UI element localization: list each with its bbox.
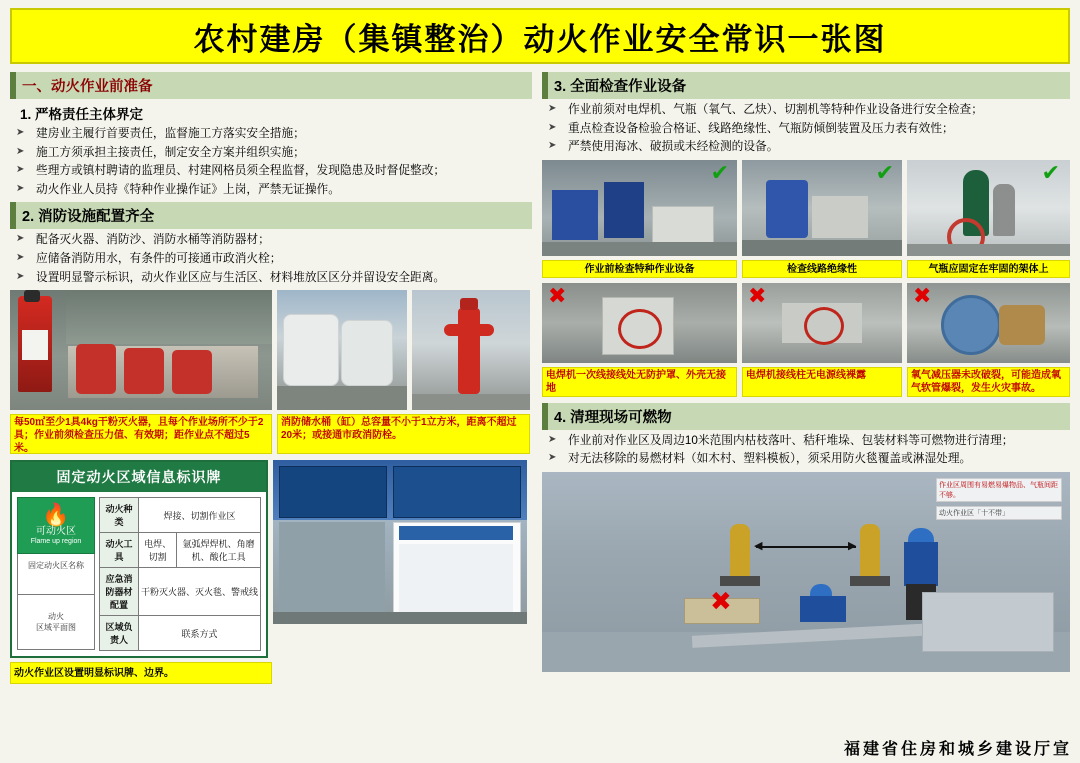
photo-water-tanks [277,290,407,410]
caption-row-bad [542,367,1070,397]
list-item: ➤ 施工方须承担主接责任，制定安全方案并组织实施； [10,145,532,162]
signboard-table [99,497,261,651]
hotwork-allowed-badge [17,497,95,553]
cell: 干粉灭火器、灭火毯、警戒线 [139,568,261,616]
cell: 焊接、切割作业区 [139,498,261,533]
section-heading-4: 4. 清理现场可燃物 [542,403,1070,430]
list-item: ➤ 动火作业人员持《特种作业操作证》上岗，严禁无证操作。 [10,182,532,199]
badge-label-en: Flame up region [30,538,82,546]
photo-row-bad [542,283,1070,363]
subsection-1-2-heading: 2. 消防设施配置齐全 [10,202,532,229]
flame-icon: 🔥 [42,502,70,528]
caption-water-tank: 消防储水桶（缸）总容量不小于1立方米，距离不超过20米；或接通市政消防栓。 [277,414,530,454]
photo-hydrant [412,290,530,410]
photo-gas-cylinder-fixed [907,160,1070,256]
list-item: ➤ 些理方或镇村聘请的监理员、村建网格员须全程监督，发现隐患及时督促整改； [10,163,532,180]
caption-bad-3: 氧气减压器未改破裂，可能造成氧气软管爆裂，发生火灾事故。 [907,367,1070,397]
photo-row-fire-equipment [10,290,532,410]
section-heading-1: 一、动火作业前准备 [10,72,532,99]
row-label: 应急消防器材配置 [100,568,139,616]
list-item: ➤ 严禁使用海冰、破损或未经检测的设备。 [542,139,1070,156]
list-item: ➤ 设置明显警示标识，动火作业区应与生活区、材料堆放区区分并留设安全距离。 [10,270,532,287]
row-label: 动火种类 [100,498,139,533]
right-column [542,72,1070,760]
caption-bad-2: 电焊机接线柱无电源线裸露 [742,367,902,397]
table-row [100,498,261,533]
photo-bad-exposed-wires [742,283,902,363]
cell: 氩弧焊焊机、角磨机、酸化工具 [177,533,261,568]
caption-row-ok [542,260,1070,278]
row-label: 动火工具 [100,533,139,568]
caption-extinguishers: 每50㎡至少1具4kg干粉灭火器，且每个作业场所不少于2具；作业前须检查压力值、有效期；距作业点不超过5米。 [10,414,272,454]
table-row [100,533,261,568]
signboard-area-name-label: 固定动火区名称 [17,554,95,595]
list-clear-combustibles [542,433,1070,468]
photo-site-illustration: 作业区周围有易燃易爆物品、气瓶间距不够。 动火作业区「十不带」 ◀ ▶ ✖ [542,472,1070,672]
cell: 联系方式 [139,616,261,651]
left-column [10,72,532,760]
cross-icon: ✖ [710,586,732,617]
footer-publisher: 福建省住房和城乡建设厅宣 [843,739,1072,758]
list-equipment-check [542,102,1070,156]
list-item: ➤ 应储备消防用水，有条件的可接通市政消火栓； [10,251,532,268]
caption-ok-1: 作业前检查特种作业设备 [542,260,737,278]
caption-ok-3: 气瓶应固定在牢固的架体上 [907,260,1070,278]
list-item: ➤ 作业前对作业区及周边10米范围内枯枝落叶、秸秆堆垛、包装材料等可燃物进行清理； [542,433,1070,450]
list-item: ➤ 配备灭火器、消防沙、消防水桶等消防器材； [10,232,532,249]
section-heading-3: 3. 全面检查作业设备 [542,72,1070,99]
check-icon: ✔ [1041,159,1060,185]
check-icon: ✔ [875,159,894,185]
photo-row-ok [542,160,1070,256]
caption-bad-1: 电焊机一次线接线处无防护罩、外壳无接地 [542,367,737,397]
badge-label-cn: 可动火区 [36,526,76,538]
poster-title-bar [10,8,1070,64]
cell: 电焊、切割 [139,533,177,568]
photo-site-boards [273,460,527,624]
photo-bad-regulator [907,283,1070,363]
caption-ok-2: 检查线路绝缘性 [742,260,902,278]
page-title: 农村建房（集镇整治）动火作业安全常识一张图 [193,21,887,58]
photo-bad-welder-terminal [542,283,737,363]
check-icon: ✔ [710,159,729,185]
list-item: ➤ 作业前须对电焊机、气瓶（氧气、乙炔）、切割机等特种作业设备进行安全检查； [542,102,1070,119]
list-item: ➤ 对无法移除的易燃材料（如木村、塑料模板），须采用防火毯覆盖或淋湿处理。 [542,451,1070,468]
table-row [100,616,261,651]
table-row [100,568,261,616]
annotation-hazard: 作业区周围有易燃易爆物品、气瓶间距不够。 [936,478,1062,502]
subsection-1-1-title: 1. 严格责任主体界定 [20,107,144,122]
content-columns [10,72,1070,760]
list-item: ➤ 建房业主履行首要责任，监督施工方落实安全措施； [10,126,532,143]
cross-icon: ✖ [548,282,567,308]
photo-check-equipment [542,160,737,256]
photo-extinguishers [10,290,272,410]
annotation-rules: 动火作业区「十不带」 [936,506,1062,520]
list-item: ➤ 重点检查设备检验合格证、线路绝缘性、气瓶防倾倒装置及压力表有效性； [542,121,1070,138]
row-label: 区域负责人 [100,616,139,651]
cross-icon: ✖ [748,282,767,308]
cross-icon: ✖ [913,282,932,308]
signboard-title: 固定动火区域信息标识牌 [12,462,266,492]
photo-row-signboard [10,460,532,658]
photo-check-wiring [742,160,902,256]
list-responsibility [10,126,532,198]
caption-signboard: 动火作业区设置明显标识牌、边界。 [10,662,272,684]
list-fire-equipment [10,232,532,286]
fixed-hotwork-area-signboard [10,460,268,658]
caption-row-1 [10,414,532,454]
signboard-area-plan-label: 动火 区域平面图 [17,595,95,650]
